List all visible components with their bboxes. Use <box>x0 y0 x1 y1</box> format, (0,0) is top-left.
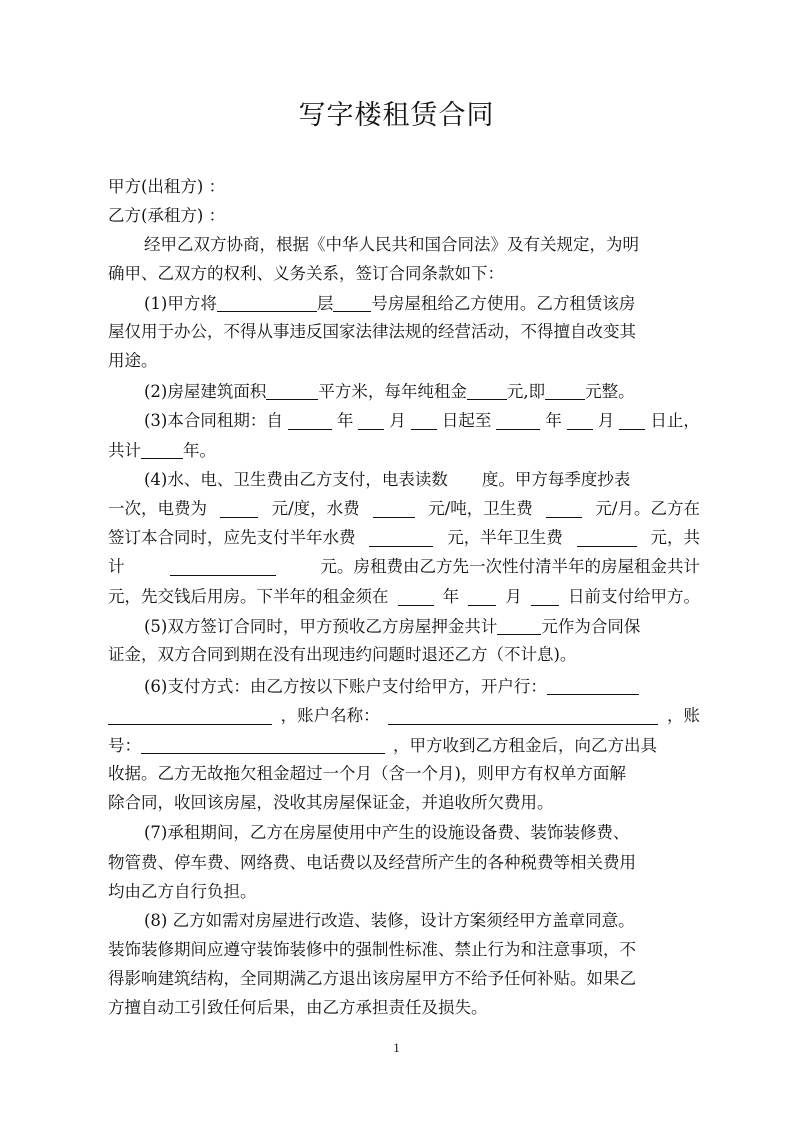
clause-4-line-3 <box>108 523 700 553</box>
clause-8-line-2: 装饰装修期间应遵守装饰装修中的强制性标准、禁止行为和注意事项，不 <box>108 940 636 959</box>
clause-3-text: 共计 <box>108 441 141 460</box>
clause-2-text: (2)房屋建筑面积 <box>144 382 267 401</box>
clause-4-text: 计 <box>108 557 125 576</box>
start-day-blank <box>411 409 437 430</box>
clause-4-text: 年 <box>442 587 460 606</box>
clause-1-text: 号房屋租给乙方使用。乙方租赁该房 <box>371 294 636 313</box>
intro-line-1: 经甲乙双方协商，根据《中华人民共和国合同法》及有关规定，为明 <box>144 235 639 254</box>
clause-1-line-2: 屋仅用于办公，不得从事违反国家法律法规的经营活动，不得擅自改变其 <box>108 322 636 341</box>
clause-6-line-2 <box>108 701 700 731</box>
clause-4-line-1 <box>108 465 700 495</box>
clause-4-text: 一次，电费为 <box>108 499 207 518</box>
start-year-blank <box>288 409 332 430</box>
clause-1-text: (1)甲方将 <box>144 294 217 313</box>
clause-4-line-2 <box>108 494 700 524</box>
account-name-blank <box>388 704 658 725</box>
water-rate-blank <box>373 497 415 518</box>
bank-blank <box>547 674 639 695</box>
clause-4-line-5 <box>108 582 700 612</box>
end-day-blank <box>619 409 645 430</box>
clause-5-line-2: 证金，双方合同到期在没有出现违约问题时退还乙方（不计息)。 <box>108 645 577 664</box>
area-blank <box>266 379 318 400</box>
clause-1-text: 层 <box>316 294 334 313</box>
sanitation-rate-blank <box>546 497 582 518</box>
clause-6-text: (6)支付方式：由乙方按以下账户支付给甲方，开户行： <box>144 677 547 696</box>
clause-3-line-2 <box>108 435 700 465</box>
deposit-blank <box>497 614 541 635</box>
clause-4-text: 月 <box>505 587 522 606</box>
clause-3-line-1 <box>108 406 700 436</box>
clause-5-line-1 <box>108 611 700 641</box>
clause-4-text: 元/月。乙方在 <box>595 499 700 518</box>
clause-4-text: 元，半年卫生费 <box>447 528 563 547</box>
party-b-line: 乙方(承租方) ： <box>108 206 226 225</box>
clause-3-text: 日止， <box>650 411 700 430</box>
clause-5-text: (5)双方签订合同时，甲方预收乙方房屋押金共计 <box>144 617 498 636</box>
half-year-sanitation-blank <box>577 526 637 547</box>
clause-6-text: ，账户名称： <box>280 706 380 725</box>
clause-3-text: 年 <box>336 411 354 430</box>
clause-1-line-1 <box>108 288 700 318</box>
clause-4-text: 度。甲方每季度抄表 <box>481 470 631 489</box>
clause-4-text: 签订本合同时，应先支付半年水费 <box>108 528 356 547</box>
clause-3-text: 月 <box>597 411 615 430</box>
half-year-water-blank <box>369 526 433 547</box>
floor-blank <box>217 291 317 312</box>
clause-6-line-4: 收据。乙方无故拖欠租金超过一个月（含一个月)，则甲方有权单方面解 <box>108 764 626 783</box>
due-year-blank <box>398 585 434 606</box>
clause-6-line-5: 除合同，收回该房屋，没收其房屋保证金，并追收所欠费用。 <box>108 793 554 812</box>
clause-8-line-3: 得影响建筑结构，全同期满乙方退出该房屋甲方不给予任何补贴。如果乙 <box>108 969 636 988</box>
clause-3-text: 年 <box>545 411 562 430</box>
clause-4-text: 元/吨，卫生费 <box>428 499 533 518</box>
clause-4-line-4 <box>108 552 700 582</box>
clause-3-text: 日起至 <box>441 411 492 430</box>
clause-6-line-1 <box>108 671 700 701</box>
page-number: 1 <box>393 1040 400 1055</box>
clause-8-line-4: 方擅自动工引致任何后果，由乙方承担责任及损失。 <box>108 998 488 1017</box>
clause-4-text: 元，共 <box>650 528 700 547</box>
clause-4-text: 元。房租费由乙方先一次性付清半年的房屋租金共计 <box>320 557 700 576</box>
clause-2-text: 元整。 <box>585 382 635 401</box>
document-title: 写字楼租赁合同 <box>298 100 495 131</box>
rent-words-blank <box>545 379 585 400</box>
clause-2-text: 平方米，每年纯租金 <box>318 382 467 401</box>
clause-3-text: 年。 <box>183 441 216 460</box>
room-blank <box>333 291 371 312</box>
end-year-blank <box>496 409 540 430</box>
due-month-blank <box>468 585 496 606</box>
clause-6-text: ，甲方收到乙方租金后，向乙方出具 <box>393 736 657 755</box>
clause-5-text: 元作为合同保 <box>541 617 641 636</box>
clause-3-text: 月 <box>389 411 406 430</box>
clause-7-line-1: (7)承租期间，乙方在房屋使用中产生的设施设备费、装饰装修费、 <box>144 823 630 842</box>
clause-4-text: (4)水、电、卫生费由乙方支付，电表读数 <box>144 470 448 489</box>
clause-2-text: 元,即 <box>506 382 546 401</box>
clause-4-text: 日前支付给甲方。 <box>567 587 700 606</box>
clause-2-line-1 <box>108 376 700 406</box>
clause-8-line-1: (8) 乙方如需对房屋进行改造、装修，设计方案须经甲方盖章同意。 <box>144 911 635 930</box>
clause-6-text: 号： <box>108 736 141 755</box>
clause-4-text: 元，先交钱后用房。下半年的租金须在 <box>108 587 389 606</box>
account-number-blank <box>141 733 385 754</box>
clause-1-line-3: 用途。 <box>108 351 158 370</box>
total-blank <box>170 555 276 576</box>
intro-line-2: 确甲、乙双方的权利、义务关系，签订合同条款如下： <box>108 264 504 283</box>
start-month-blank <box>358 409 384 430</box>
electricity-rate-blank <box>220 497 258 518</box>
end-month-blank <box>567 409 593 430</box>
clause-6-line-3 <box>108 730 700 760</box>
clause-4-text: 元/度，水费 <box>271 499 360 518</box>
clause-7-line-2: 物管费、停车费、网络费、电话费以及经营所产生的各种税费等相关费用 <box>108 853 636 872</box>
term-years-blank <box>141 438 183 459</box>
clause-3-text: (3)本合同租期：自 <box>144 411 283 430</box>
clause-7-line-3: 均由乙方自行负担。 <box>108 882 257 901</box>
clause-6-text: ，账 <box>666 706 700 725</box>
bank-blank-continued <box>108 704 272 725</box>
rent-blank <box>467 379 507 400</box>
party-a-line: 甲方(出租方) ： <box>108 177 226 196</box>
due-day-blank <box>531 585 559 606</box>
